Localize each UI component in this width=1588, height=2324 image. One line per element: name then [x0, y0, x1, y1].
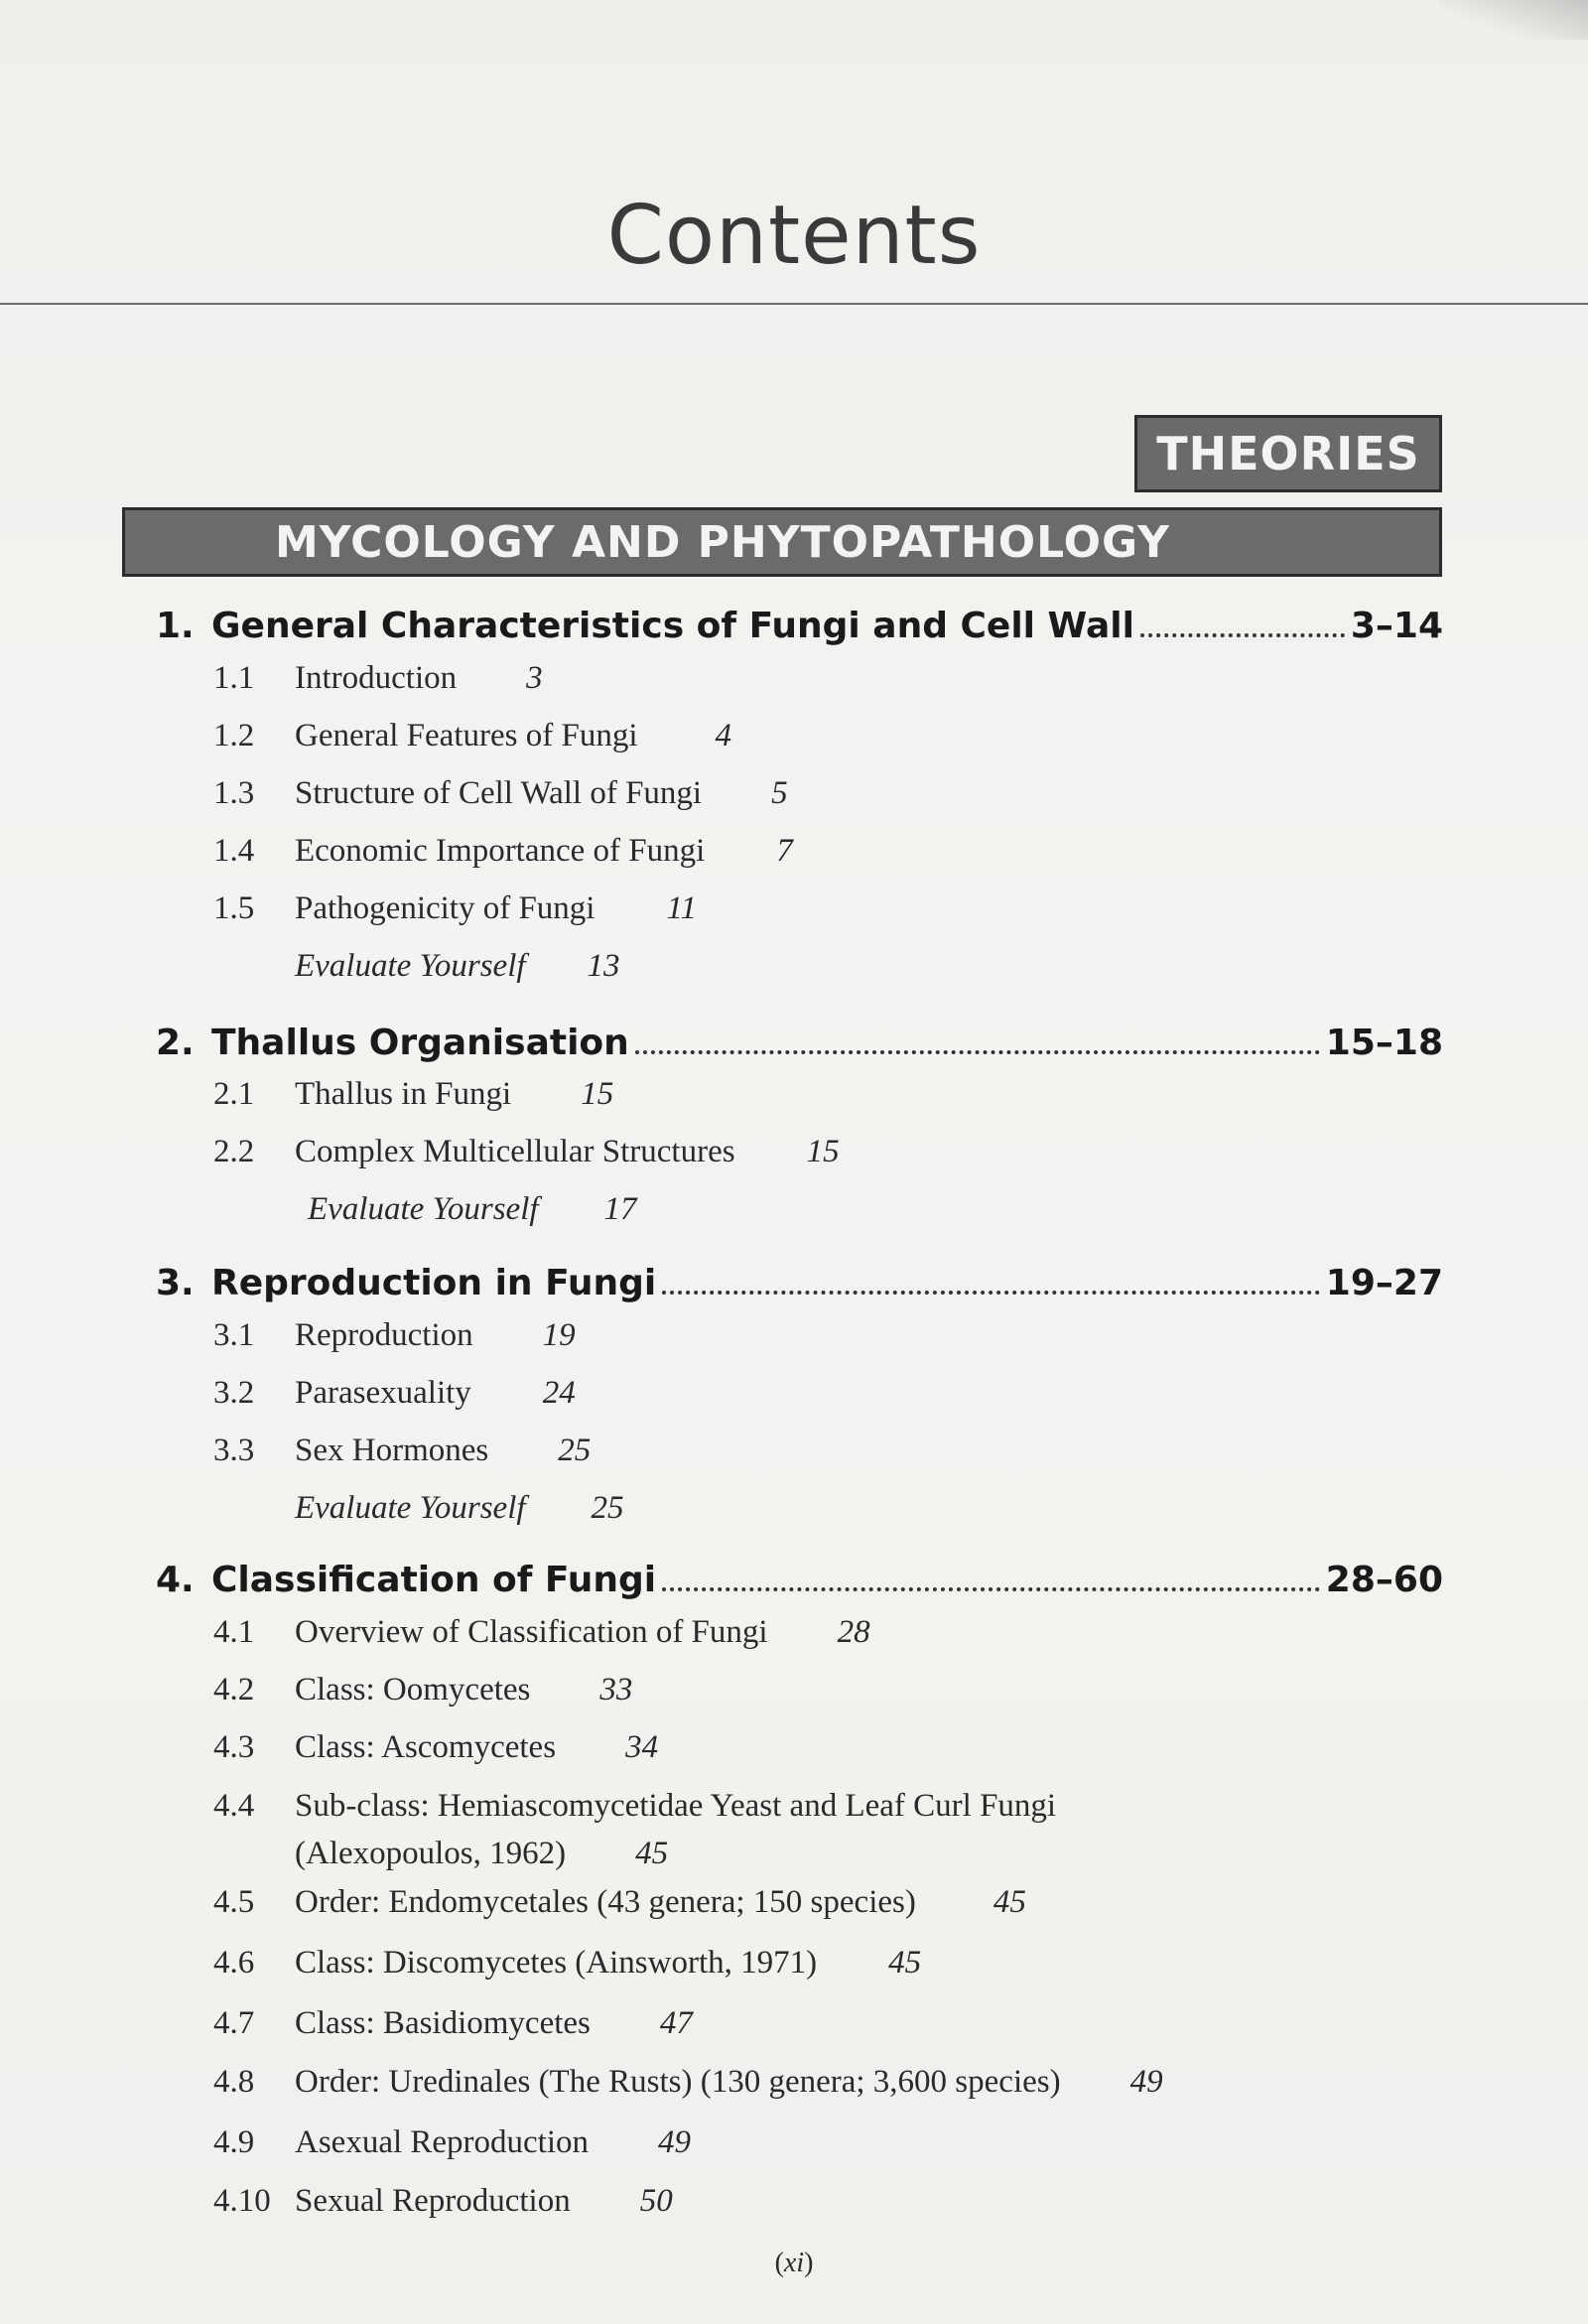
entry-page: 25	[558, 1433, 592, 1468]
entry-title: Order: Uredinales (The Rusts) (130 genera; 3,600 species)	[295, 2064, 1061, 2100]
toc-entry[interactable]	[213, 2183, 673, 2220]
entry-title: Reproduction	[295, 1317, 473, 1353]
entry-number: 4.10	[213, 2183, 271, 2219]
entry-title: Order: Endomycetales (43 genera; 150 species)	[295, 1884, 916, 1920]
entry-number: 4.1	[213, 1614, 255, 1650]
entry-title: Evaluate Yourself	[308, 1191, 539, 1227]
entry-page: 17	[603, 1191, 637, 1227]
entry-number: 4.5	[213, 1884, 255, 1920]
toc-entry[interactable]	[213, 1433, 591, 1469]
entry-page: 3	[526, 660, 543, 696]
entry-page: 50	[639, 2183, 673, 2219]
entry-page: 34	[625, 1729, 659, 1765]
chapter-number: 2.	[156, 1023, 195, 1063]
chapter-heading[interactable]	[156, 1254, 1443, 1303]
entry-number: 3.1	[213, 1317, 255, 1353]
dot-leader	[662, 1291, 1320, 1295]
entry-number: 4.8	[213, 2064, 255, 2100]
entry-page: 15	[581, 1076, 614, 1112]
toc-entry[interactable]	[213, 890, 697, 927]
entry-number: 1.4	[213, 833, 255, 869]
entry-number: 4.4	[213, 1788, 255, 1824]
chapter-number: 4.	[156, 1560, 195, 1600]
toc-entry[interactable]	[213, 1614, 870, 1651]
entry-title: Introduction	[295, 660, 458, 696]
entry-page: 45	[635, 1836, 669, 1871]
entry-page: 45	[992, 1884, 1026, 1920]
entry-page: 28	[837, 1614, 870, 1650]
entry-number: 3.2	[213, 1375, 255, 1411]
dot-leader	[1140, 633, 1345, 637]
entry-page: 11	[666, 890, 698, 926]
chapter-title: Reproduction in Fungi	[211, 1263, 657, 1303]
entry-number: 4.2	[213, 1672, 255, 1708]
toc-entry[interactable]	[213, 1945, 921, 1982]
entry-number: 1.1	[213, 660, 255, 696]
entry-page: 49	[658, 2124, 692, 2160]
entry-page: 19	[542, 1317, 576, 1353]
entry-title: Overview of Classification of Fungi	[295, 1614, 768, 1650]
entry-title: Pathogenicity of Fungi	[295, 890, 596, 926]
toc-entry[interactable]	[213, 1317, 576, 1354]
toc-entry[interactable]	[213, 1375, 576, 1412]
entry-title: Sex Hormones	[295, 1433, 489, 1468]
chapter-title: Classification of Fungi	[211, 1560, 657, 1600]
entry-title: General Features of Fungi	[295, 718, 638, 753]
chapter-pages: 28–60	[1325, 1560, 1443, 1600]
page-fold-shadow	[1439, 0, 1588, 40]
entry-title: Class: Ascomycetes	[295, 1729, 557, 1765]
entry-number: 3.3	[213, 1433, 255, 1468]
toc-entry-evaluate[interactable]	[226, 1191, 637, 1228]
entry-number: 4.6	[213, 1945, 255, 1981]
toc-entry[interactable]	[213, 718, 731, 754]
entry-number: 1.2	[213, 718, 255, 753]
title-divider	[0, 303, 1588, 305]
part-label: THEORIES	[1134, 415, 1442, 492]
entry-page: 33	[599, 1672, 633, 1708]
page-folio: (xi)	[774, 2248, 814, 2278]
entry-page: 7	[776, 833, 793, 869]
entry-number: 4.7	[213, 2005, 255, 2041]
chapter-pages: 3–14	[1350, 606, 1443, 646]
entry-page: 45	[888, 1945, 922, 1981]
toc-entry-evaluate[interactable]	[213, 1490, 624, 1527]
entry-page: 47	[659, 2005, 693, 2041]
entry-page: 15	[806, 1134, 840, 1169]
toc-entry[interactable]	[213, 1729, 658, 1766]
entry-title-continued: (Alexopoulos, 1962)	[295, 1836, 567, 1871]
toc-entry[interactable]	[213, 1134, 840, 1170]
dot-leader	[662, 1587, 1320, 1591]
toc-entry[interactable]	[213, 1782, 1056, 1877]
entry-title: Structure of Cell Wall of Fungi	[295, 775, 703, 811]
entry-title: Class: Discomycetes (Ainsworth, 1971)	[295, 1945, 818, 1981]
toc-entry[interactable]	[213, 833, 793, 870]
toc-entry[interactable]	[213, 660, 543, 697]
entry-number: 2.2	[213, 1134, 255, 1169]
entry-title: Thallus in Fungi	[295, 1076, 512, 1112]
entry-title: Parasexuality	[295, 1375, 471, 1411]
chapter-heading[interactable]	[156, 1551, 1443, 1600]
chapter-pages: 19–27	[1325, 1263, 1443, 1303]
entry-title: Asexual Reproduction	[295, 2124, 590, 2160]
dot-leader	[635, 1050, 1320, 1054]
entry-title: Economic Importance of Fungi	[295, 833, 706, 869]
chapter-heading[interactable]	[156, 1014, 1443, 1063]
entry-title: Evaluate Yourself	[295, 948, 526, 984]
chapter-pages: 15–18	[1325, 1023, 1443, 1063]
entry-title: Sexual Reproduction	[295, 2183, 571, 2219]
entry-title: Complex Multicellular Structures	[295, 1134, 735, 1169]
toc-entry[interactable]	[213, 2064, 1163, 2101]
chapter-title: General Characteristics of Fungi and Cell Wall	[211, 606, 1134, 646]
entry-page: 13	[587, 948, 620, 984]
chapter-number: 1.	[156, 606, 195, 646]
toc-entry[interactable]	[213, 2005, 693, 2042]
entry-page: 49	[1129, 2064, 1163, 2100]
toc-entry[interactable]	[213, 775, 788, 812]
entry-page: 5	[771, 775, 788, 811]
entry-page: 24	[542, 1375, 576, 1411]
chapter-number: 3.	[156, 1263, 195, 1303]
folio-number: xi	[783, 2248, 805, 2278]
entry-number: 1.3	[213, 775, 255, 811]
section-heading: MYCOLOGY AND PHYTOPATHOLOGY	[122, 507, 1442, 577]
entry-number: 2.1	[213, 1076, 255, 1112]
entry-title: Sub-class: Hemiascomycetidae Yeast and Leaf Curl Fungi	[295, 1788, 1057, 1824]
chapter-heading[interactable]	[156, 597, 1443, 646]
entry-title: Class: Basidiomycetes	[295, 2005, 591, 2041]
entry-number: 1.5	[213, 890, 255, 926]
page-title: Contents	[606, 189, 982, 283]
toc-entry[interactable]	[213, 2124, 691, 2161]
entry-title: Class: Oomycetes	[295, 1672, 531, 1708]
toc-entry[interactable]	[213, 1672, 632, 1709]
entry-number: 4.9	[213, 2124, 255, 2160]
toc-entry-evaluate[interactable]	[213, 948, 620, 985]
entry-page: 25	[591, 1490, 624, 1526]
chapter-title: Thallus Organisation	[211, 1023, 629, 1063]
entry-title: Evaluate Yourself	[295, 1490, 526, 1526]
entry-page: 4	[715, 718, 731, 753]
entry-number: 4.3	[213, 1729, 255, 1765]
toc-entry[interactable]	[213, 1076, 613, 1113]
toc-entry[interactable]	[213, 1884, 1026, 1921]
